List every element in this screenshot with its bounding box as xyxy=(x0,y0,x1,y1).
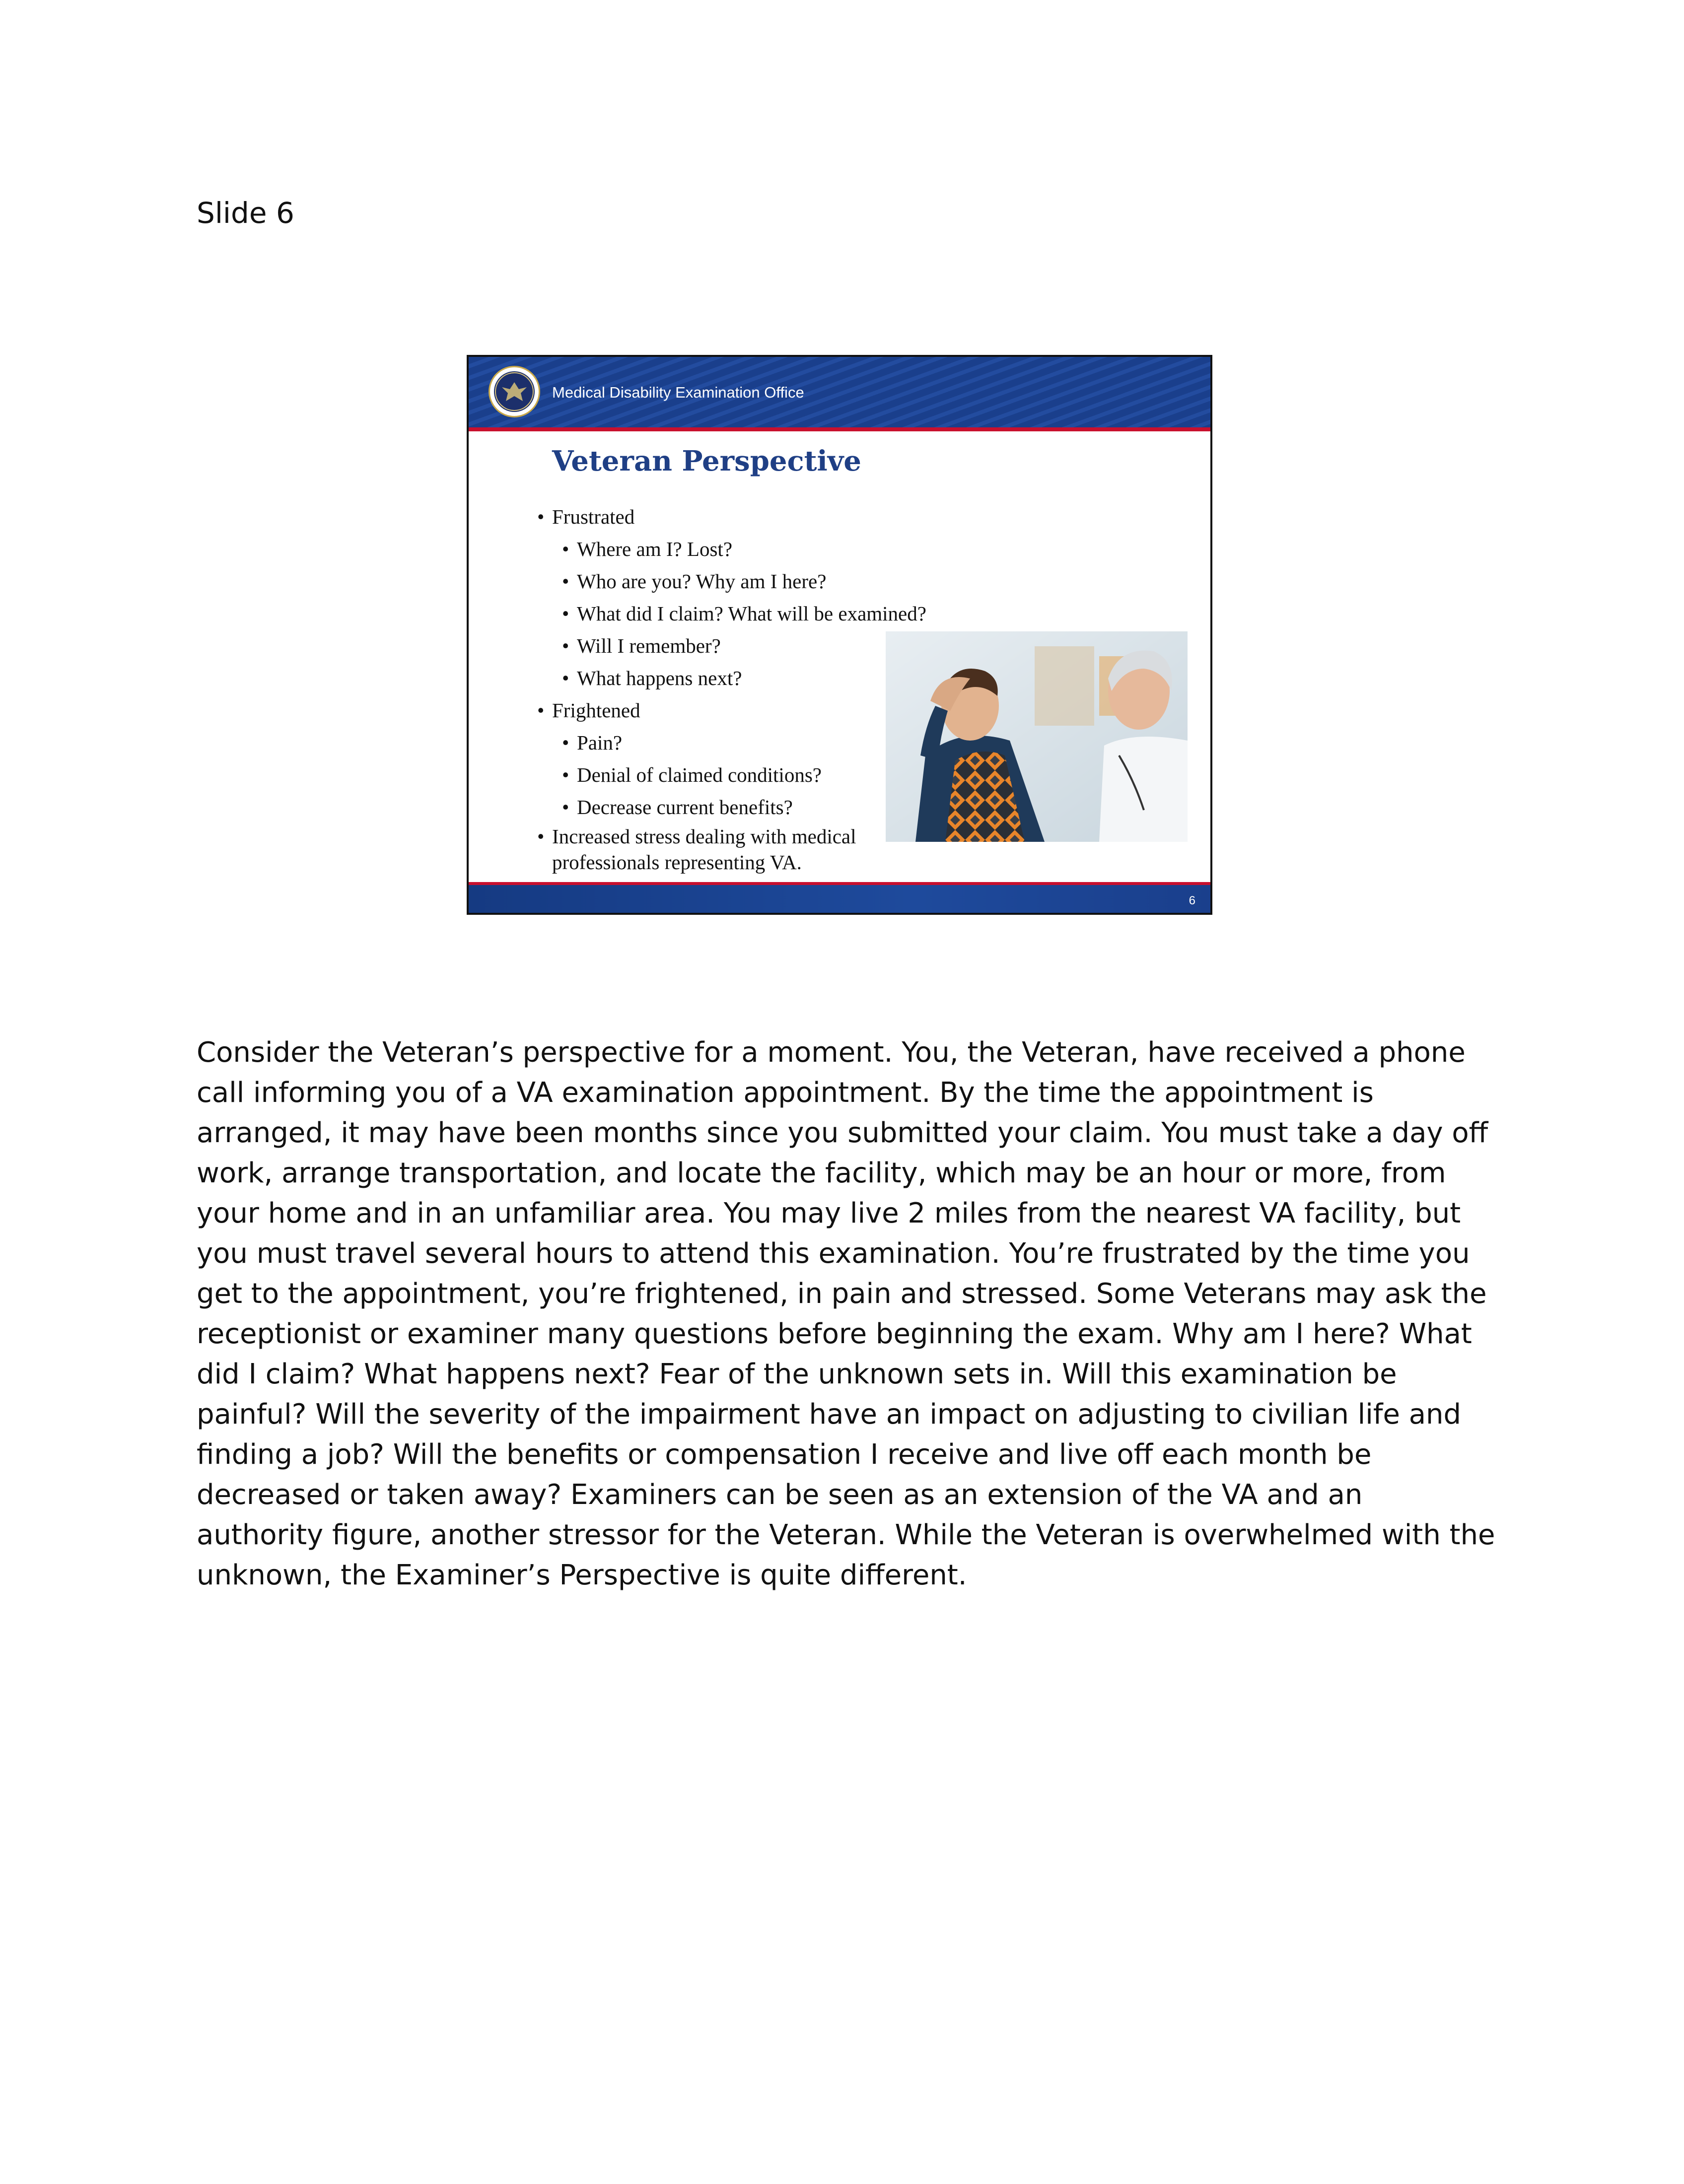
sub-bullet-item: • Will I remember? xyxy=(577,630,929,662)
sub-bullet-item: • Who are you? Why am I here? xyxy=(577,565,929,598)
sub-bullet-item: • Pain? xyxy=(577,727,929,759)
slide-title: Veteran Perspective xyxy=(552,445,861,478)
va-seal-icon xyxy=(489,366,540,417)
header-divider xyxy=(469,427,1210,431)
sub-bullet-item: • Where am I? Lost? xyxy=(577,533,929,565)
bullet-item: • Frightened xyxy=(552,694,929,727)
bullet-item: • Frustrated xyxy=(552,501,929,533)
sub-bullet-item: • Denial of claimed conditions? xyxy=(577,759,929,791)
bullet-item: • Increased stress dealing with medical professionals representing VA. xyxy=(552,823,929,875)
sub-bullet-item: • Decrease current benefits? xyxy=(577,791,929,823)
slide-thumbnail xyxy=(467,355,1212,915)
sub-bullet-item: • What happens next? xyxy=(577,662,929,694)
sub-bullet-item: • What did I claim? What will be examined? xyxy=(577,598,929,630)
office-name: Medical Disability Examination Office xyxy=(552,384,804,401)
slide-footer-bar xyxy=(469,885,1210,915)
veteran-with-doctor-photo xyxy=(886,631,1188,842)
speaker-notes: Consider the Veteran’s perspective for a moment. You, the Veteran, have received a phone call informing you of a VA examination appointment. By the time the appointment is arranged, it may have been months since you submitted your claim. You must take a day off work, arrange transportation, and locate the facility, which may be an hour or more, from your home and in an unfamiliar area. You may live 2 miles from the nearest VA facility, but you must travel several hours to attend this examination. You’re frustrated by the time you get to the appointment, you’re frightened, in pain and stressed. Some Veterans may ask the receptionist or examiner many questions before beginning the exam. Why am I here? What did I claim? What happens next? Fear of the unknown sets in. Will this examination be painful? Will the severity of the impairment have an impact on adjusting to civilian life and finding a job? Will the benefits or compensation I receive and live off each month be decreased or taken away? Examiners can be seen as an extension of the VA and an authority figure, another stressor for the Veteran. While the Veteran is overwhelmed with the unknown, the Examiner’s Perspective is quite different. xyxy=(197,1036,1495,1591)
bullet-list xyxy=(552,501,929,875)
page-number: 6 xyxy=(1189,894,1195,907)
slide-caption: Slide 6 xyxy=(197,196,294,230)
